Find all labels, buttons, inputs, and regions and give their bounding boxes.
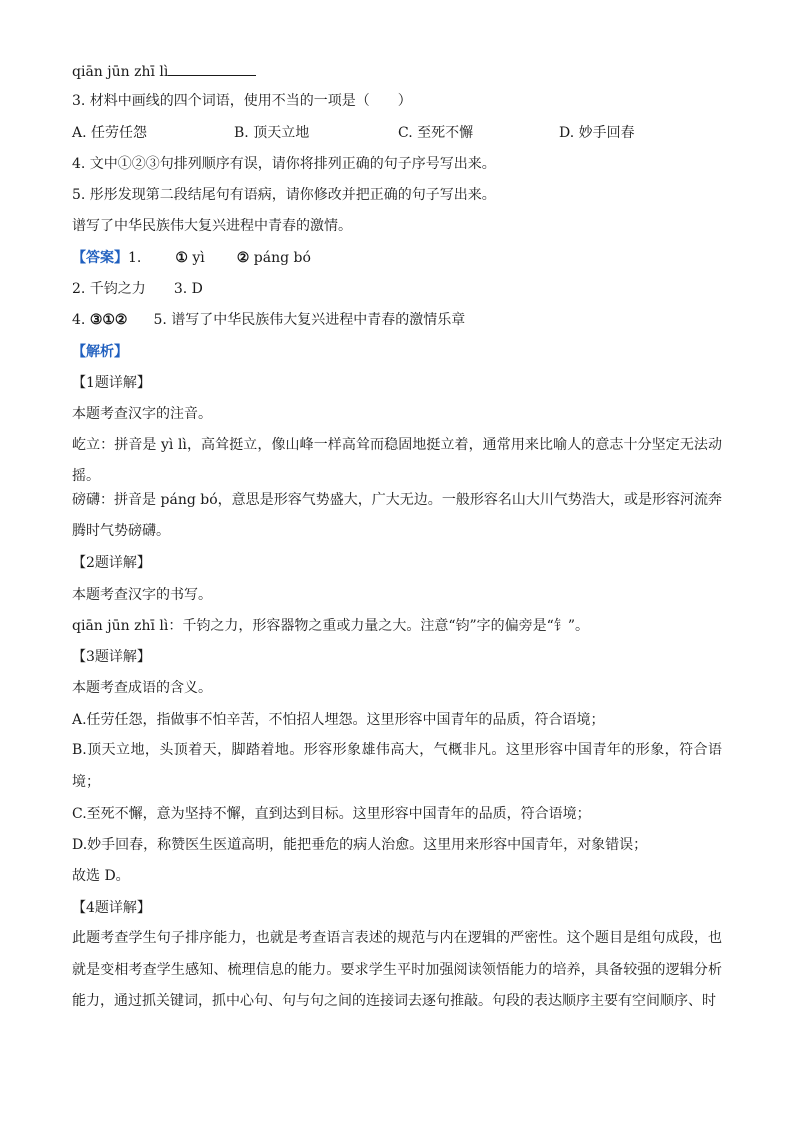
detail-1-paragraph-1: 屹立：拼音是 yì lì，高耸挺立，像山峰一样高耸而稳固地挺立着，通常用来比喻人的意志十分坚定无法动摇。 [72, 436, 722, 485]
option-c: C. 至死不懈 [398, 124, 474, 141]
detail-3-option-a: A.任劳任怨，指做事不怕辛苦，不怕招人埋怨。这里形容中国青年的品质，符合语境； [72, 711, 605, 728]
answer-label: 【答案】 [72, 249, 128, 266]
option-a: A. 任劳任怨 [72, 124, 148, 141]
answer-1-prefix: 1. [128, 249, 142, 266]
answer-3: 3. D [173, 281, 203, 298]
detail-3-option-d: D.妙手回春，称赞医生医道高明，能把垂危的病人治愈。这里用来形容中国青年，对象错误； [72, 837, 648, 854]
question-4: 4. 文中①②③句排列顺序有误，请你将排列正确的句子序号写出来。 [72, 155, 496, 172]
detail-2-heading: 【2题详解】 [72, 555, 151, 572]
detail-4-heading: 【4题详解】 [72, 899, 151, 916]
question-3-options [72, 125, 722, 141]
detail-4-paragraph: 此题考查学生句子排序能力，也就是考查语言表述的规范与内在逻辑的严密性。这个题目是组句成段，也就是变相考查学生感知、梳理信息的能力。要求学生平时加强阅读领悟能力的培养，具备较强的逻辑分析能力，通过抓关键词，抓中心句、句与句之间的连接词去逐句推敲。句段的表达顺序主要有空间顺序、时 [72, 930, 722, 1009]
answer-line-2 [72, 281, 722, 297]
answer-5: 5. 谱写了中华民族伟大复兴进程中青春的激情乐章 [153, 312, 466, 329]
answer-1-b-mark: ② [236, 249, 250, 266]
option-b: B. 顶天立地 [234, 124, 310, 141]
detail-2-intro: 本题考查汉字的书写。 [72, 586, 212, 603]
answer-4-prefix: 4. [72, 312, 86, 329]
detail-2-paragraph: qiān jūn zhī lì：千钧之力，形容器物之重或力量之大。注意“钧”字的偏旁是“钅”。 [72, 617, 589, 634]
detail-3-intro: 本题考查成语的含义。 [72, 680, 212, 697]
question-5-sentence: 谱写了中华民族伟大复兴进程中青春的激情。 [72, 218, 352, 235]
question-3: 3. 材料中画线的四个词语，使用不当的一项是（ ） [72, 93, 412, 110]
detail-3-conclusion: 故选 D。 [72, 868, 130, 885]
q2-pinyin-line [72, 62, 722, 78]
detail-1-intro: 本题考查汉字的注音。 [72, 406, 212, 423]
answer-4-value: ③①② [89, 312, 128, 329]
answer-line-1 [72, 250, 722, 266]
detail-3-heading: 【3题详解】 [72, 649, 151, 666]
question-5: 5. 彤彤发现第二段结尾句有语病，请你修改并把正确的句子写出来。 [72, 187, 496, 204]
answer-blank [168, 62, 256, 76]
answer-line-3 [72, 312, 722, 328]
q2-pinyin: qiān jūn zhī lì [72, 64, 169, 80]
detail-3-option-c: C.至死不懈，意为坚持不懈，直到达到目标。这里形容中国青年的品质，符合语境； [72, 805, 591, 822]
answer-1-a: yì [192, 249, 205, 266]
detail-1-heading: 【1题详解】 [72, 374, 151, 391]
detail-3-option-b: B.顶天立地，头顶着天，脚踏着地。形容形象雄伟高大，气概非凡。这里形容中国青年的形象，符合语境； [72, 742, 722, 790]
answer-2: 2. 千钧之力 [72, 281, 146, 298]
answer-1-a-mark: ① [175, 249, 188, 266]
answer-1-b: páng bó [253, 249, 311, 266]
analysis-label: 【解析】 [72, 343, 128, 360]
document-page [72, 62, 722, 1010]
detail-1-paragraph-2: 磅礴：拼音是 páng bó，意思是形容气势盛大，广大无边。一般形容名山大川气势浩大，或是形容河流奔腾时气势磅礴。 [72, 491, 722, 540]
option-d: D. 妙手回春 [559, 124, 635, 141]
